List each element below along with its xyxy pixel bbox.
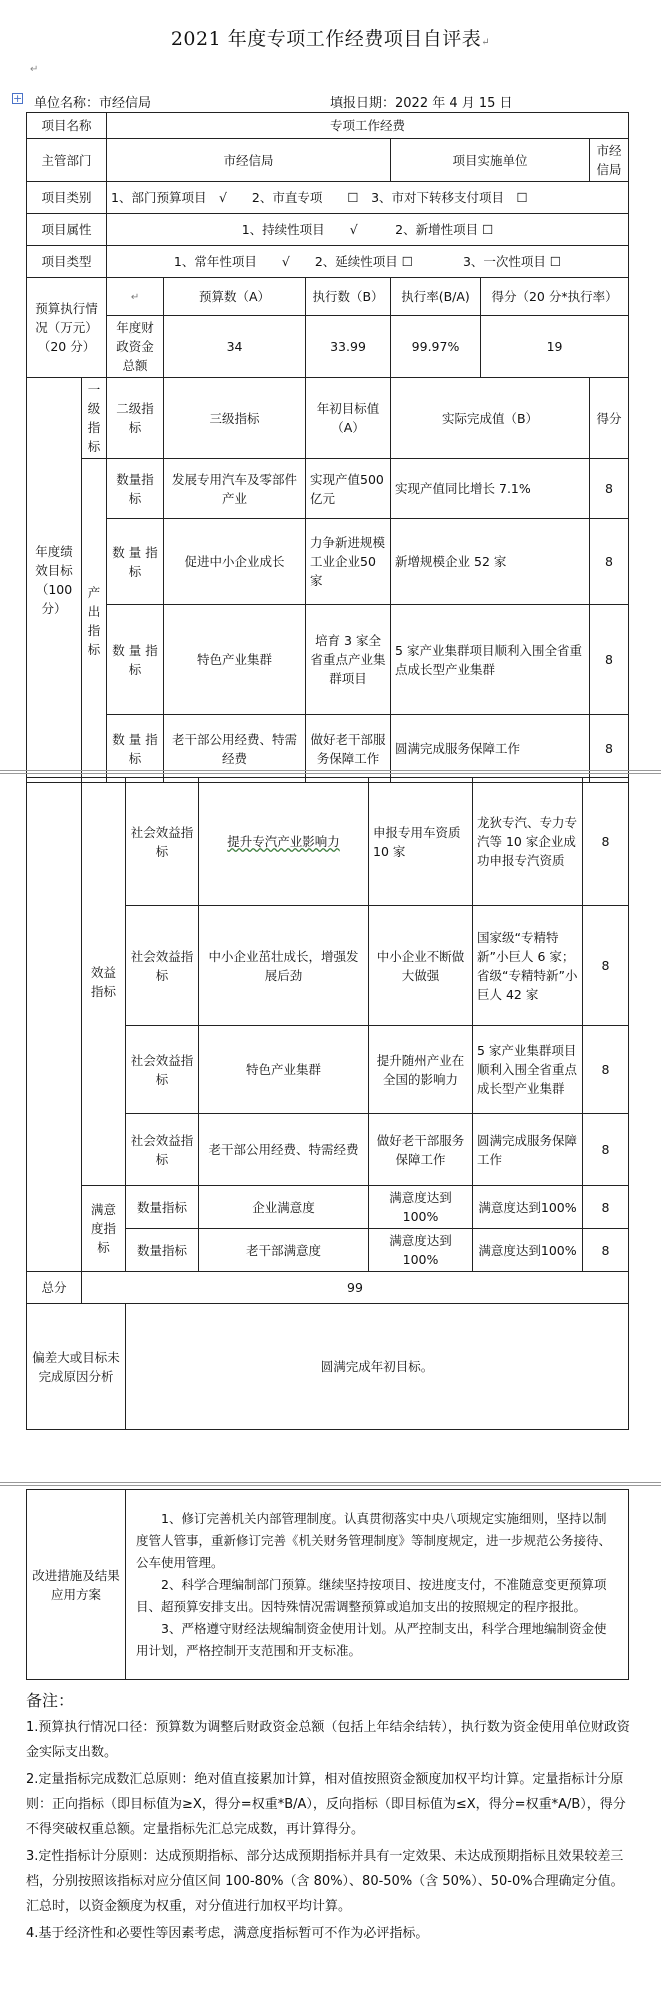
satisfaction-actual: 满意度达到100% xyxy=(473,1186,583,1229)
table-row xyxy=(27,778,629,906)
row-perf-header xyxy=(27,378,629,459)
satisfaction-target: 满意度达到100% xyxy=(369,1186,473,1229)
evaluation-table-part1 xyxy=(26,112,629,783)
budget-col-rate: 执行率(B/A) xyxy=(391,278,481,316)
benefit-l3 xyxy=(199,778,369,906)
benefit-target: 中小企业不断做大做强 xyxy=(369,906,473,1026)
budget-col-exec: 执行数（B） xyxy=(306,278,391,316)
output-score: 8 xyxy=(590,519,629,605)
benefit-l3-text: 提升专汽产业影响力 xyxy=(227,834,340,849)
output-l2: 数 量 指 标 xyxy=(107,519,164,605)
output-score: 8 xyxy=(590,715,629,783)
table-row xyxy=(27,605,629,715)
table-move-handle-icon[interactable]: + xyxy=(13,92,23,105)
row-budget-values xyxy=(27,316,629,378)
row-total xyxy=(27,1272,629,1304)
page-break-line xyxy=(0,773,661,774)
satisfaction-l3: 老干部满意度 xyxy=(199,1229,369,1272)
benefit-label: 效益指标 xyxy=(82,778,126,1186)
row-dept xyxy=(27,139,629,182)
evaluation-table-part2 xyxy=(26,777,629,1430)
category-value: 1、部门预算项目 √ 2、市直专项 ☐ 3、市对下转移支付项目 ☐ xyxy=(107,182,629,214)
benefit-l2: 社会效益指标 xyxy=(126,778,199,906)
budget-row-label: 年度财政资金总额 xyxy=(107,316,164,378)
measures-p1: 1、修订完善机关内部管理制度。认真贯彻落实中央八项规定实施细则，坚持以制度管人管事，重新修订完善《机关财务管理制度》等制度规定，进一步规范公务接待、公车使用管理。 xyxy=(136,1510,612,1570)
rate-value: 99.97% xyxy=(391,316,481,378)
benefit-l2: 社会效益指标 xyxy=(126,1114,199,1186)
row-attr xyxy=(27,214,629,246)
page-break-line xyxy=(0,1482,661,1483)
benefit-actual: 国家级“专精特新”小巨人 6 家；省级“专精特新”小巨人 42 家 xyxy=(473,906,583,1026)
benefit-l3: 特色产业集群 xyxy=(199,1026,369,1114)
output-l2: 数量指标 xyxy=(107,459,164,519)
score-value: 19 xyxy=(481,316,629,378)
benefit-target: 做好老干部服务保障工作 xyxy=(369,1114,473,1186)
benefit-score: 8 xyxy=(583,778,629,906)
budget-label: 预算执行情况（万元）（20 分） xyxy=(27,278,107,378)
type-value: 1、常年性项目 √ 2、延续性项目 ☐ 3、一次性项目 ☐ xyxy=(107,246,629,278)
perf-h-actual: 实际完成值（B） xyxy=(391,378,590,459)
benefit-target: 申报专用车资质 10 家 xyxy=(369,778,473,906)
satisfaction-l2: 数量指标 xyxy=(126,1186,199,1229)
note-item: 4.基于经济性和必要性等因素考虑，满意度指标暂可不作为必评指标。 xyxy=(26,1926,429,1941)
benefit-l3: 老干部公用经费、特需经费 xyxy=(199,1114,369,1186)
total-label: 总分 xyxy=(27,1272,82,1304)
page-break-line xyxy=(0,1485,661,1486)
output-target: 培育 3 家全省重点产业集群项目 xyxy=(306,605,391,715)
output-target: 实现产值500亿元 xyxy=(306,459,391,519)
output-l3: 促进中小企业成长 xyxy=(164,519,306,605)
notes-section xyxy=(26,1688,636,1948)
output-score: 8 xyxy=(590,605,629,715)
output-actual: 圆满完成服务保障工作 xyxy=(391,715,590,783)
measures-label: 改进措施及结果应用方案 xyxy=(27,1490,126,1680)
type-label: 项目类型 xyxy=(27,246,107,278)
benefit-actual: 5 家产业集群项目顺利入围全省重点成长型产业集群 xyxy=(473,1026,583,1114)
row-budget-header xyxy=(27,278,629,316)
page-break-line xyxy=(0,770,661,771)
attr-label: 项目属性 xyxy=(27,214,107,246)
satisfaction-score: 8 xyxy=(583,1186,629,1229)
output-actual: 5 家产业集群项目顺利入围全省重点成长型产业集群 xyxy=(391,605,590,715)
benefit-l2: 社会效益指标 xyxy=(126,906,199,1026)
perf-h-target: 年初目标值（A） xyxy=(306,378,391,459)
benefit-l3: 中小企业茁壮成长，增强发展后劲 xyxy=(199,906,369,1026)
budget-col-budget: 预算数（A） xyxy=(164,278,306,316)
document-title: 2021 年度专项工作经费项目自评表↵ xyxy=(170,28,491,50)
output-l3: 发展专用汽车及零部件产业 xyxy=(164,459,306,519)
table-row xyxy=(27,519,629,605)
attr-value: 1、持续性项目 √ 2、新增性项目 ☐ xyxy=(107,214,629,246)
unit-name: 单位名称：市经信局 xyxy=(34,96,152,111)
paragraph-mark: ↵ xyxy=(30,64,39,75)
satisfaction-actual: 满意度达到100% xyxy=(473,1229,583,1272)
output-l3: 特色产业集群 xyxy=(164,605,306,715)
satisfaction-score: 8 xyxy=(583,1229,629,1272)
dept-label: 主管部门 xyxy=(27,139,107,182)
satisfaction-l3: 企业满意度 xyxy=(199,1186,369,1229)
budget-value: 34 xyxy=(164,316,306,378)
output-target: 做好老干部服务保障工作 xyxy=(306,715,391,783)
deviation-label: 偏差大或目标未完成原因分析 xyxy=(27,1304,126,1430)
category-label: 项目类别 xyxy=(27,182,107,214)
output-actual: 实现产值同比增长 7.1% xyxy=(391,459,590,519)
notes-title: 备注： xyxy=(26,1691,75,1710)
note-item: 2.定量指标完成数汇总原则：绝对值直接累加计算，相对值按照资金额度加权平均计算。定量指标计分原则：正向指标（即目标值为≥X，得分=权重*B/A），反向指标（即目标值为≤X，得分=权重*A/B），得分不得突破权重总额。定量指标先汇总完成数，再计算得分。 xyxy=(26,1772,626,1837)
perf-h-score: 得分 xyxy=(590,378,629,459)
output-l3: 老干部公用经费、特需经费 xyxy=(164,715,306,783)
satisfaction-l2: 数量指标 xyxy=(126,1229,199,1272)
benefit-score: 8 xyxy=(583,1114,629,1186)
note-item: 1.预算执行情况口径：预算数为调整后财政资金总额（包括上年结余结转），执行数为资金使用单位财政资金实际支出数。 xyxy=(26,1720,630,1760)
benefit-actual: 圆满完成服务保障工作 xyxy=(473,1114,583,1186)
evaluation-table-part3 xyxy=(26,1489,629,1680)
perf-label: 年度绩效目标（100分） xyxy=(27,378,82,783)
row-type xyxy=(27,246,629,278)
perf-h-l1: 一级指标 xyxy=(82,378,107,459)
measures-cell xyxy=(126,1490,629,1680)
project-name-label: 项目名称 xyxy=(27,113,107,139)
dept-value: 市经信局 xyxy=(107,139,391,182)
total-value: 99 xyxy=(82,1272,629,1304)
fill-date: 填报日期：2022 年 4 月 15 日 xyxy=(330,96,513,111)
perf-h-l3: 三级指标 xyxy=(164,378,306,459)
row-category xyxy=(27,182,629,214)
impl-value: 市经信局 xyxy=(590,139,629,182)
output-score: 8 xyxy=(590,459,629,519)
benefit-score: 8 xyxy=(583,906,629,1026)
benefit-target: 提升随州产业在全国的影响力 xyxy=(369,1026,473,1114)
row-project-name xyxy=(27,113,629,139)
measures-p3: 3、严格遵守财经法规编制资金使用计划。从严控制支出，科学合理地编制资金使用计划，严格控制开支范围和开支标准。 xyxy=(136,1620,607,1658)
output-label: 产出指标 xyxy=(82,459,107,783)
output-target: 力争新进规模工业企业50 家 xyxy=(306,519,391,605)
satisfaction-label: 满意度指标 xyxy=(82,1186,126,1272)
budget-empty-cell: ↵ xyxy=(107,278,164,316)
output-l2: 数 量 指 标 xyxy=(107,715,164,783)
measures-p2: 2、科学合理编制部门预算。继续坚持按项目、按进度支付，不准随意变更预算项目、超预算安排支出。因特殊情况需调整预算或追加支出的按照规定的程序报批。 xyxy=(136,1576,607,1614)
table-row xyxy=(27,459,629,519)
perf-h-l2: 二级指标 xyxy=(107,378,164,459)
benefit-actual: 龙狄专汽、专力专汽等 10 家企业成功申报专汽资质 xyxy=(473,778,583,906)
exec-value: 33.99 xyxy=(306,316,391,378)
satisfaction-target: 满意度达到100% xyxy=(369,1229,473,1272)
budget-col-score: 得分（20 分*执行率） xyxy=(481,278,629,316)
project-name-value: 专项工作经费 xyxy=(107,113,629,139)
table-row xyxy=(27,1186,629,1229)
output-actual: 新增规模企业 52 家 xyxy=(391,519,590,605)
title-text: 2021 年度专项工作经费项目自评表 xyxy=(170,28,482,50)
deviation-text: 圆满完成年初目标。 xyxy=(126,1304,629,1430)
row-deviation xyxy=(27,1304,629,1430)
output-l2: 数 量 指 标 xyxy=(107,605,164,715)
impl-label: 项目实施单位 xyxy=(391,139,590,182)
note-item: 3.定性指标计分原则：达成预期指标、部分达成预期指标并具有一定效果、未达成预期指标且效果较差三档，分别按照该指标对应分值区间 100-80%（含 80%）、80-50%（含 50%）、50-0%合理确定分值。汇总时，以资金额度为权重，对分值进行加权平均计算。 xyxy=(26,1849,624,1914)
perf-label-cont xyxy=(27,778,82,1272)
benefit-l2: 社会效益指标 xyxy=(126,1026,199,1114)
row-measures xyxy=(27,1490,629,1680)
benefit-score: 8 xyxy=(583,1026,629,1114)
